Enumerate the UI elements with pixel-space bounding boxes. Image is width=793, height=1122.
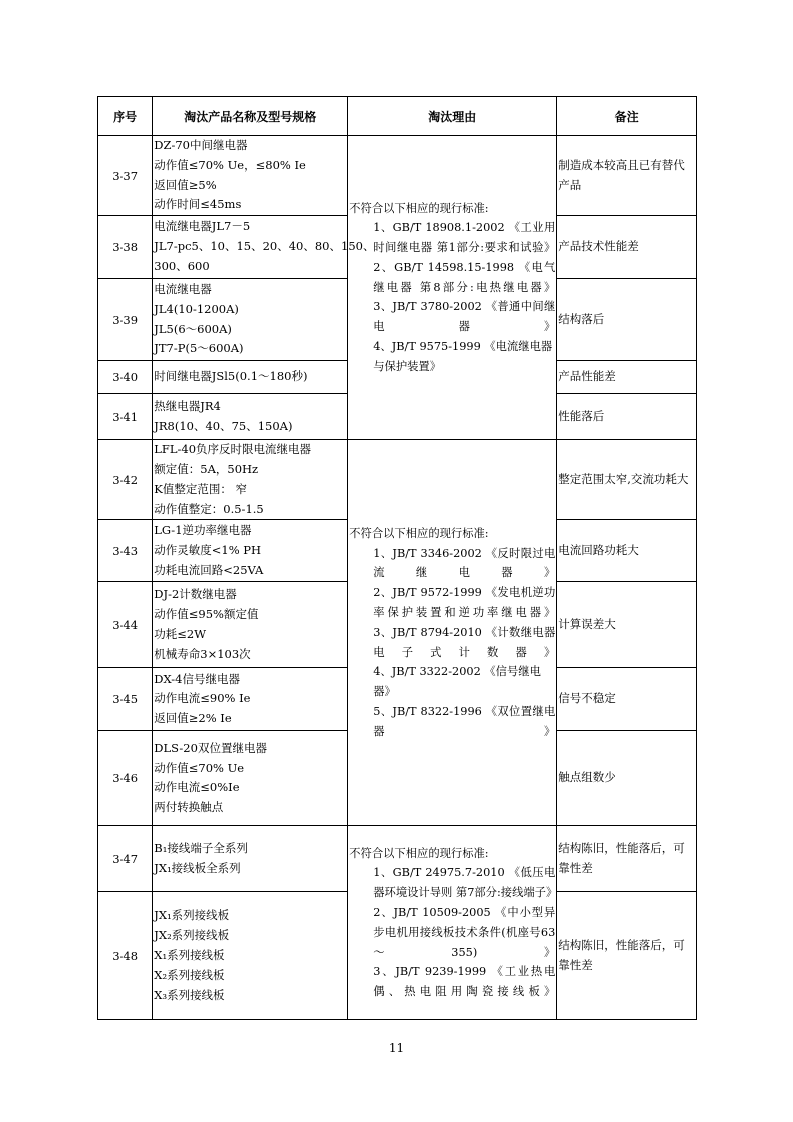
row-name [153, 361, 348, 394]
reason-group-3 [348, 826, 557, 1020]
reason-item: 5、JB/T 8322-1996 《双位置继电器》 [373, 705, 556, 738]
row-no: 3-43 [98, 520, 153, 582]
name-line: X₃系列接线板 [154, 987, 225, 1002]
name-line: JX₁系列接线板 [154, 908, 230, 923]
row-note: 结构陈旧，性能落后，可靠性差 [557, 826, 697, 892]
table-row [98, 826, 697, 892]
name-line: 动作值≤70% Ue，≤80% Ie [154, 157, 306, 172]
row-note: 信号不稳定 [557, 668, 697, 731]
name-line: 额定值：5A，50Hz [154, 461, 259, 476]
row-no: 3-42 [98, 440, 153, 520]
row-no: 3-37 [98, 136, 153, 216]
header-note: 备注 [557, 97, 697, 136]
reason-item: 2、JB/T 10509-2005 《中小型异步电机用接线板技术条件(机座号63～355)》 [373, 906, 556, 959]
page-number: 11 [388, 1041, 405, 1055]
name-line: DJ-2计数继电器 [154, 587, 237, 602]
name-line: 动作值≤95%额定值 [154, 607, 259, 622]
name-line: JR8(10、40、75、150A) [154, 418, 293, 433]
reason-item: 2、JB/T 9572-1999 《发电机逆功率保护装置和逆功率继电器》 [373, 586, 556, 620]
name-line: LG-1逆功率继电器 [154, 523, 252, 538]
row-no: 3-47 [98, 826, 153, 892]
row-note: 产品性能差 [557, 361, 697, 394]
row-no: 3-41 [98, 394, 153, 440]
row-no: 3-48 [98, 892, 153, 1020]
reason-item: 2、GB/T 14598.15-1998 《电气继电器 第8部分:电热继电器》 [373, 260, 556, 294]
name-line: 功耗电流回路<25VA [154, 562, 264, 577]
name-line: JL5(6～600A) [154, 321, 232, 336]
name-line: 动作电流≤90% Ie [154, 691, 251, 706]
reason-intro: 不符合以下相应的现行标准: [349, 201, 489, 215]
reason-group-1 [348, 136, 557, 440]
row-note: 整定范围太窄,交流功耗大 [557, 440, 697, 520]
name-line: 电流继电器JL7－5 [154, 219, 251, 234]
name-line: 动作值≤70% Ue [154, 760, 245, 775]
name-line: 机械寿命3×103次 [154, 646, 251, 661]
row-name [153, 279, 348, 361]
row-name [153, 668, 348, 731]
reason-item: 3、JB/T 9239-1999 《工业热电偶、热电阻用陶瓷接线板》 [373, 965, 556, 999]
name-line: 动作灵敏度<1% PH [154, 542, 262, 557]
name-line: B₁接线端子全系列 [154, 841, 248, 856]
name-line: K值整定范围： 窄 [154, 481, 248, 496]
name-line: JT7-P(5～600A) [154, 341, 244, 356]
row-note: 触点组数少 [557, 731, 697, 826]
row-note: 结构落后 [557, 279, 697, 361]
row-name [153, 520, 348, 582]
name-line: 动作值整定：0.5-1.5 [154, 501, 264, 516]
name-line: 300、600 [154, 259, 210, 274]
row-note: 计算误差大 [557, 582, 697, 668]
reason-item: 1、GB/T 24975.7-2010 《低压电器环境设计导则 第7部分:接线端子》 [373, 866, 558, 900]
row-note: 性能落后 [557, 394, 697, 440]
table-row [98, 440, 697, 520]
row-name [153, 892, 348, 1020]
row-note: 产品技术性能差 [557, 216, 697, 279]
name-line: 热继电器JR4 [154, 398, 221, 413]
row-no: 3-44 [98, 582, 153, 668]
elimination-table [97, 96, 697, 1020]
name-line: 功耗≤2W [154, 626, 207, 641]
name-line: JL7-pc5、10、15、20、40、80、150、 [154, 239, 375, 254]
row-name [153, 440, 348, 520]
name-line: 两付转换触点 [154, 800, 224, 815]
reason-intro: 不符合以下相应的现行标准: [349, 526, 489, 540]
row-name [153, 582, 348, 668]
reason-item: 4、JB/T 9575-1999 《电流继电器与保护装置》 [373, 340, 553, 373]
row-no: 3-46 [98, 731, 153, 826]
row-note: 结构陈旧，性能落后，可靠性差 [557, 892, 697, 1020]
reason-item: 3、JB/T 3780-2002 《普通中间继电器》 [373, 300, 556, 334]
row-name [153, 731, 348, 826]
name-line: DLS-20双位置继电器 [154, 740, 267, 755]
row-no: 3-40 [98, 361, 153, 394]
row-no: 3-39 [98, 279, 153, 361]
row-name [153, 216, 375, 279]
header-reason: 淘汰理由 [348, 97, 557, 136]
header-no: 序号 [98, 97, 153, 136]
name-line: 电流继电器 [154, 282, 212, 297]
reason-group-2 [348, 440, 557, 826]
reason-item: 4、JB/T 3322-2002 《信号继电器》 [373, 665, 541, 699]
name-line: DX-4信号继电器 [154, 671, 240, 686]
row-no: 3-45 [98, 668, 153, 731]
name-line: 返回值≥2% Ie [154, 711, 232, 726]
reason-item: 3、JB/T 8794-2010 《计数继电器 电子式计数器》 [373, 625, 556, 659]
reason-intro: 不符合以下相应的现行标准: [349, 846, 489, 860]
name-line: 时间继电器JSl5(0.1～180秒) [154, 369, 308, 384]
row-note: 电流回路功耗大 [557, 520, 697, 582]
header-name: 淘汰产品名称及型号规格 [153, 97, 348, 136]
table-row [98, 136, 697, 216]
row-name [153, 826, 348, 892]
table-header-row [98, 97, 697, 136]
reason-item: 1、GB/T 18908.1-2002 《工业用时间继电器 第1部分:要求和试验》 [373, 221, 556, 255]
row-name [153, 136, 348, 216]
name-line: JL4(10-1200A) [154, 301, 239, 316]
name-line: X₁系列接线板 [154, 947, 225, 962]
name-line: 返回值≥5% [154, 177, 217, 192]
reason-item: 1、JB/T 3346-2002 《反时限过电流继电器》 [373, 546, 556, 580]
name-line: 动作电流≤0%Ie [154, 780, 240, 795]
row-note: 制造成本较高且已有替代产品 [557, 136, 697, 216]
name-line: JX₂系列接线板 [154, 928, 230, 943]
name-line: 动作时间≤45ms [154, 197, 242, 212]
name-line: JX₁接线板全系列 [154, 860, 241, 875]
row-no: 3-38 [98, 216, 153, 279]
name-line: LFL-40负序反时限电流继电器 [154, 442, 312, 457]
name-line: DZ-70中间继电器 [154, 138, 248, 152]
row-name [153, 394, 348, 440]
name-line: X₂系列接线板 [154, 967, 225, 982]
